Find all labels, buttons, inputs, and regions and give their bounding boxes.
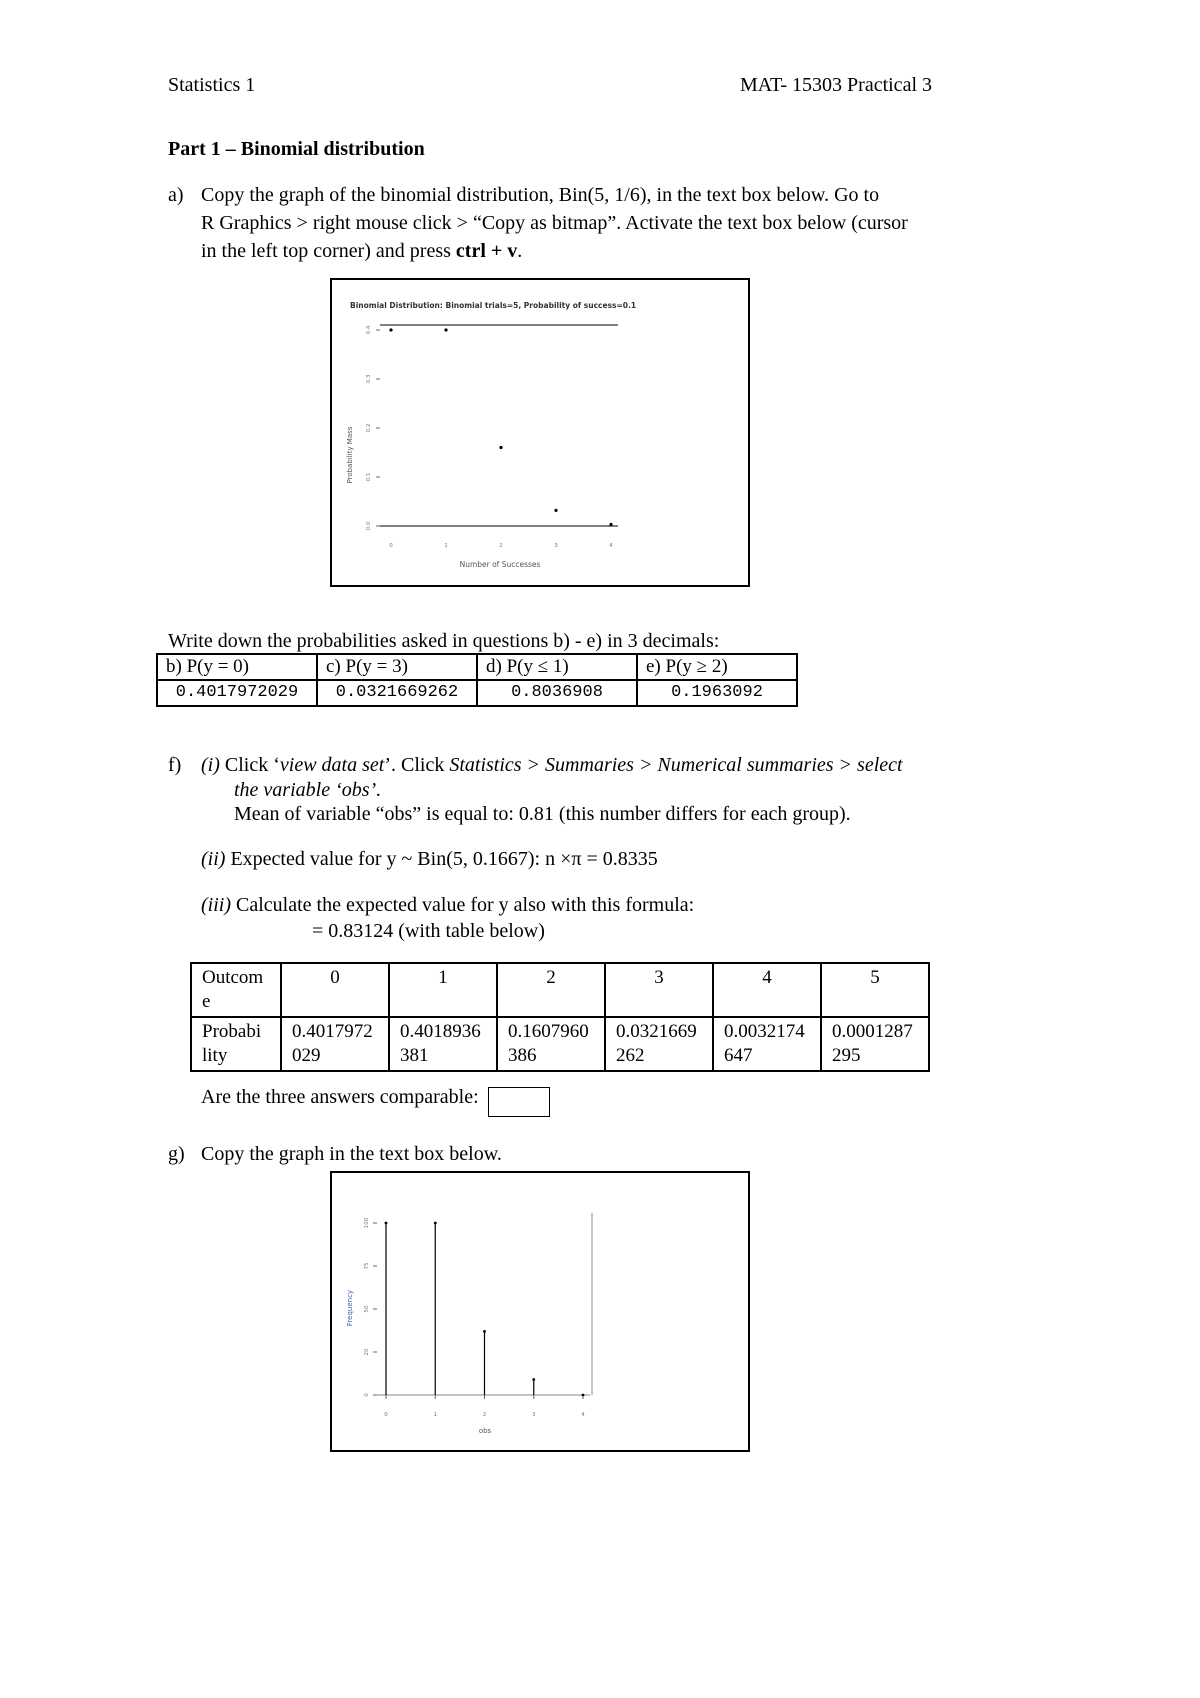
chart1-data-point [444, 328, 447, 331]
probability-value-a: 0.0001287 [832, 1021, 913, 1042]
question-f-ii-label: (ii) [201, 848, 226, 870]
question-f-i-mean: Mean of variable “obs” is equal to: 0.81 (this number differs for each group). [234, 803, 851, 825]
chart2-y-tick-label: 100 [364, 1217, 370, 1229]
probability-cell[interactable] [821, 1017, 929, 1071]
chart2-ylabel: Frequency [346, 1289, 354, 1327]
chart1-y-tick-label: 0.4 [366, 325, 372, 335]
view-data-set-link: view data set [279, 754, 385, 776]
chart2-x-tick-label: 0 [384, 1412, 388, 1418]
probability-prompt: Write down the probabilities asked in questions b) - e) in 3 decimals: [168, 630, 720, 652]
probability-table-value-row [157, 680, 797, 706]
chart2-bar-top-point [385, 1222, 388, 1225]
probability-value-b: 262 [616, 1045, 645, 1066]
prob-answer-d[interactable]: 0.8036908 [477, 680, 637, 706]
probability-cell[interactable] [281, 1017, 389, 1071]
probability-row-label: Probabi lity [191, 1017, 281, 1071]
chart1-data-point [609, 523, 612, 526]
chart1-y-tick-label: 0.1 [366, 472, 372, 482]
probability-value-a: 0.0321669 [616, 1021, 697, 1042]
chart1-ylabel: Probability Mass [346, 426, 354, 484]
question-a-line1: Copy the graph of the binomial distribution, Bin(5, 1/6), in the text box below. Go to [201, 184, 880, 206]
question-f-iii [201, 891, 694, 919]
chart1-x-tick-label: 1 [444, 543, 448, 549]
chart1-x-tick-label: 2 [499, 543, 503, 549]
graph-text-box-1[interactable] [330, 278, 750, 587]
question-f-ii [201, 845, 658, 873]
probability-table-header-row [157, 654, 797, 680]
question-g-text: Copy the graph in the text box below. [201, 1143, 502, 1165]
header-left: Statistics 1 [168, 74, 256, 96]
comparable-question: Are the three answers comparable: [201, 1086, 479, 1108]
question-f-iii-result: = 0.83124 (with table below) [312, 920, 545, 942]
probability-value-b: 386 [508, 1045, 537, 1066]
question-a-text [201, 181, 961, 265]
prob-answer-b[interactable]: 0.4017972029 [157, 680, 317, 706]
outcome-cell: 3 [605, 963, 713, 1017]
probability-value-a: 0.4017972 [292, 1021, 373, 1042]
chart2-y-tick-label: 50 [364, 1305, 370, 1313]
binomial-distribution-chart [332, 280, 748, 585]
outcome-cell: 1 [389, 963, 497, 1017]
probability-value-b: 381 [400, 1045, 429, 1066]
outcome-row-label: Outcom e [191, 963, 281, 1017]
question-a-line2: R Graphics > right mouse click > “Copy as bitmap”. Activate the text box below (cursor [201, 212, 908, 234]
chart1-title: Binomial Distribution: Binomial trials=5, Probability of success=0.1 [350, 301, 637, 310]
obs-frequency-chart [332, 1173, 748, 1450]
question-f-iii-text: Calculate the expected value for y also with this formula: [231, 894, 695, 916]
chart2-bar-top-point [582, 1394, 585, 1397]
menu-path: Statistics > Summaries > Numerical summaries > select [449, 754, 903, 776]
chart2-x-tick-label: 4 [581, 1412, 585, 1418]
prob-answer-c[interactable]: 0.0321669262 [317, 680, 477, 706]
question-a-line3-pre: in the left top corner) and press [201, 240, 456, 262]
chart2-bar-top-point [532, 1378, 535, 1381]
comparable-answer-box[interactable] [488, 1087, 550, 1117]
question-a-label: a) [168, 184, 184, 206]
question-f-label: f) [168, 754, 182, 776]
probability-value-a: 0.4018936 [400, 1021, 481, 1042]
chart1-data-point [554, 509, 557, 512]
probability-value-a: 0.0032174 [724, 1021, 805, 1042]
probability-value-b: 295 [832, 1045, 861, 1066]
chart2-x-tick-label: 2 [482, 1412, 487, 1418]
header-right: MAT- 15303 Practical 3 [739, 74, 932, 96]
outcome-cell: 4 [713, 963, 821, 1017]
question-f-i-label: (i) [201, 754, 220, 776]
question-f-i-text-c: ’. Click [384, 754, 450, 776]
chart2-xlabel: obs [478, 1427, 492, 1435]
question-g-label: g) [168, 1143, 185, 1165]
probability-value-b: 647 [724, 1045, 753, 1066]
prob-header-d: d) P(y ≤ 1) [477, 654, 637, 680]
chart1-y-tick-label: 0.3 [366, 374, 372, 384]
chart1-y-tick-label: 0.0 [366, 521, 372, 531]
chart2-bar-top-point [434, 1222, 437, 1225]
probability-cell[interactable] [713, 1017, 821, 1071]
probability-cell[interactable] [497, 1017, 605, 1071]
chart1-x-tick-label: 0 [389, 543, 393, 549]
prob-header-c: c) P(y = 3) [317, 654, 477, 680]
chart1-x-tick-label: 3 [554, 543, 558, 549]
chart2-y-tick-label: 0 [364, 1393, 370, 1397]
probability-value-a: 0.1607960 [508, 1021, 589, 1042]
chart2-x-tick-label: 1 [433, 1412, 437, 1418]
chart2-y-tick-label: 75 [364, 1262, 370, 1270]
probability-cell[interactable] [389, 1017, 497, 1071]
outcome-probability-table [190, 962, 930, 1072]
probability-table [156, 653, 798, 707]
question-f-i-text-a: Click ‘ [219, 754, 280, 776]
chart1-data-point [499, 446, 502, 449]
chart1-xlabel: Number of Successes [459, 560, 541, 569]
probability-row [191, 1017, 929, 1071]
probability-cell[interactable] [605, 1017, 713, 1071]
chart1-x-tick-label: 4 [609, 543, 613, 549]
question-f-i-line2: the variable ‘obs’. [234, 779, 382, 801]
question-a-line3 [201, 237, 961, 265]
keyboard-shortcut: ctrl + v [455, 240, 518, 262]
probability-value-b: 029 [292, 1045, 321, 1066]
question-f-iii-label: (iii) [201, 894, 231, 916]
graph-text-box-2[interactable] [330, 1171, 750, 1452]
prob-answer-e[interactable]: 0.1963092 [637, 680, 797, 706]
chart2-bar-top-point [483, 1330, 486, 1333]
outcome-cell: 2 [497, 963, 605, 1017]
chart2-x-tick-label: 3 [532, 1412, 536, 1418]
chart1-y-tick-label: 0.2 [366, 423, 372, 433]
chart2-y-tick-label: 20 [364, 1348, 370, 1356]
outcome-row [191, 963, 929, 1017]
outcome-cell: 5 [821, 963, 929, 1017]
question-f-i [201, 751, 941, 827]
part-title: Part 1 – Binomial distribution [168, 138, 425, 160]
question-f-ii-text: Expected value for y ~ Bin(5, 0.1667): n ×π = 0.8335 [225, 848, 658, 870]
chart1-data-point [389, 328, 392, 331]
question-a-line3-post: . [517, 240, 523, 262]
prob-header-b: b) P(y = 0) [157, 654, 317, 680]
outcome-cell: 0 [281, 963, 389, 1017]
prob-header-e: e) P(y ≥ 2) [637, 654, 797, 680]
